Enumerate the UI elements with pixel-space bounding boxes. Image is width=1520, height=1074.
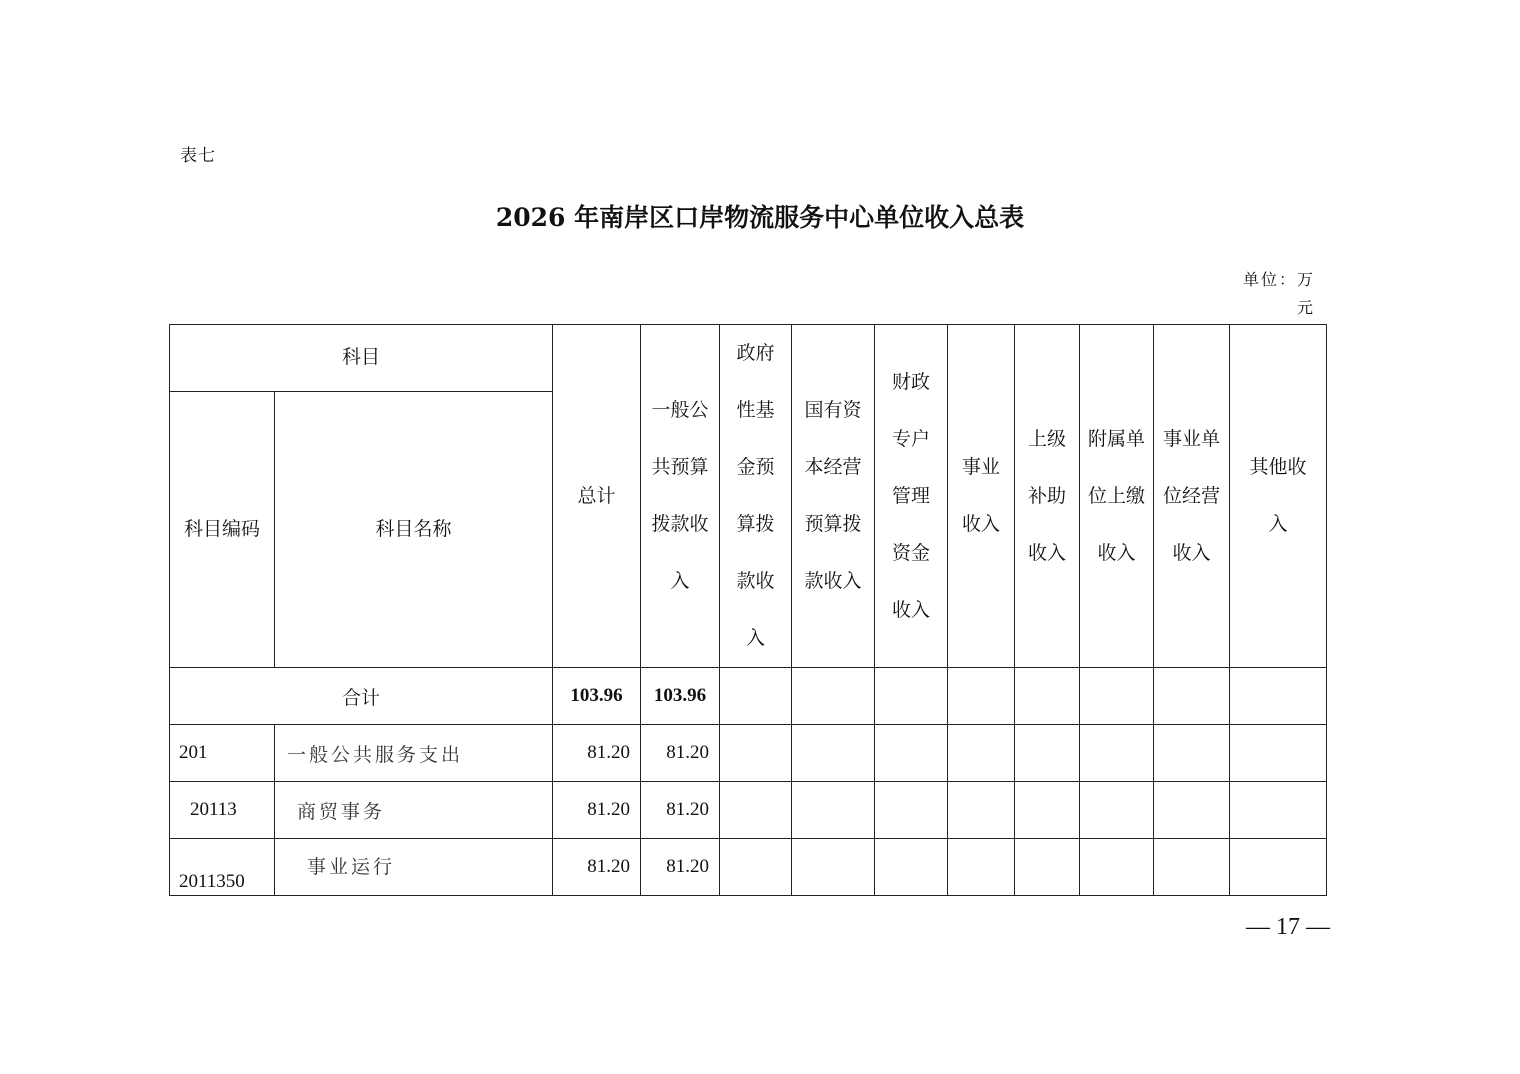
table-label: 表七: [180, 146, 216, 166]
row-total: 81.20: [553, 782, 641, 839]
subject-code: 201: [170, 725, 275, 782]
header-subject-name: 科目名称: [275, 391, 553, 667]
header-subject: 科目: [170, 325, 553, 392]
empty-cell: [792, 839, 875, 896]
subject-name-text: 事业运行: [307, 855, 396, 878]
page-number: — 17 —: [1246, 914, 1330, 940]
empty-cell: [1080, 782, 1154, 839]
row-total: 81.20: [553, 725, 641, 782]
empty-cell: [948, 839, 1015, 896]
header-other-income: 其他收入: [1230, 325, 1327, 668]
total-row: [170, 668, 1327, 725]
empty-cell: [1230, 668, 1327, 725]
empty-cell: [875, 725, 948, 782]
header-state-capital: 国有资本经营预算拨款收入: [792, 325, 875, 668]
empty-cell: [1080, 839, 1154, 896]
empty-cell: [1154, 725, 1230, 782]
total-general-budget: 103.96: [641, 668, 720, 725]
empty-cell: [720, 839, 792, 896]
header-subject-code: 科目编码: [170, 391, 275, 667]
empty-cell: [1015, 782, 1080, 839]
header-total: 总计: [553, 325, 641, 668]
subject-name: 商贸事务: [275, 782, 553, 839]
unit-note: 单位：万元: [1242, 270, 1315, 317]
subject-code: 20113: [170, 782, 275, 839]
empty-cell: [1154, 839, 1230, 896]
header-gov-fund: 政府性基金预算拨款收入: [720, 325, 792, 668]
header-business-income: 事业收入: [948, 325, 1015, 668]
empty-cell: [720, 782, 792, 839]
empty-cell: [875, 782, 948, 839]
row-general-budget: 81.20: [641, 782, 720, 839]
empty-cell: [1080, 725, 1154, 782]
empty-cell: [720, 668, 792, 725]
empty-cell: [948, 782, 1015, 839]
subject-name: [275, 839, 553, 896]
empty-cell: [875, 668, 948, 725]
header-superior-subsidy: 上级补助收入: [1015, 325, 1080, 668]
subject-code: 2011350: [170, 839, 275, 896]
table-row: [170, 839, 1327, 896]
income-summary-table: [169, 324, 1327, 896]
total-sum: 103.96: [553, 668, 641, 725]
page-title: 2026 年南岸区口岸物流服务中心单位收入总表: [495, 203, 1025, 232]
header-general-budget: 一般公共预算拨款收入: [641, 325, 720, 668]
empty-cell: [1015, 839, 1080, 896]
empty-cell: [1154, 782, 1230, 839]
empty-cell: [792, 725, 875, 782]
empty-cell: [792, 782, 875, 839]
header-row-1: [170, 325, 1327, 392]
empty-cell: [1080, 668, 1154, 725]
row-total: 81.20: [553, 839, 641, 896]
empty-cell: [720, 725, 792, 782]
empty-cell: [1015, 725, 1080, 782]
header-operating-income: 事业单位经营收入: [1154, 325, 1230, 668]
table-row: [170, 725, 1327, 782]
row-general-budget: 81.20: [641, 725, 720, 782]
total-label: 合计: [170, 668, 553, 725]
row-general-budget: 81.20: [641, 839, 720, 896]
empty-cell: [948, 668, 1015, 725]
header-special-account: 财政专户管理资金收入: [875, 325, 948, 668]
empty-cell: [1015, 668, 1080, 725]
header-affiliated-payment: 附属单位上缴收入: [1080, 325, 1154, 668]
empty-cell: [1230, 782, 1327, 839]
table-row: [170, 782, 1327, 839]
empty-cell: [1230, 725, 1327, 782]
empty-cell: [875, 839, 948, 896]
empty-cell: [792, 668, 875, 725]
subject-name: 一般公共服务支出: [275, 725, 553, 782]
empty-cell: [1154, 668, 1230, 725]
empty-cell: [948, 725, 1015, 782]
empty-cell: [1230, 839, 1327, 896]
